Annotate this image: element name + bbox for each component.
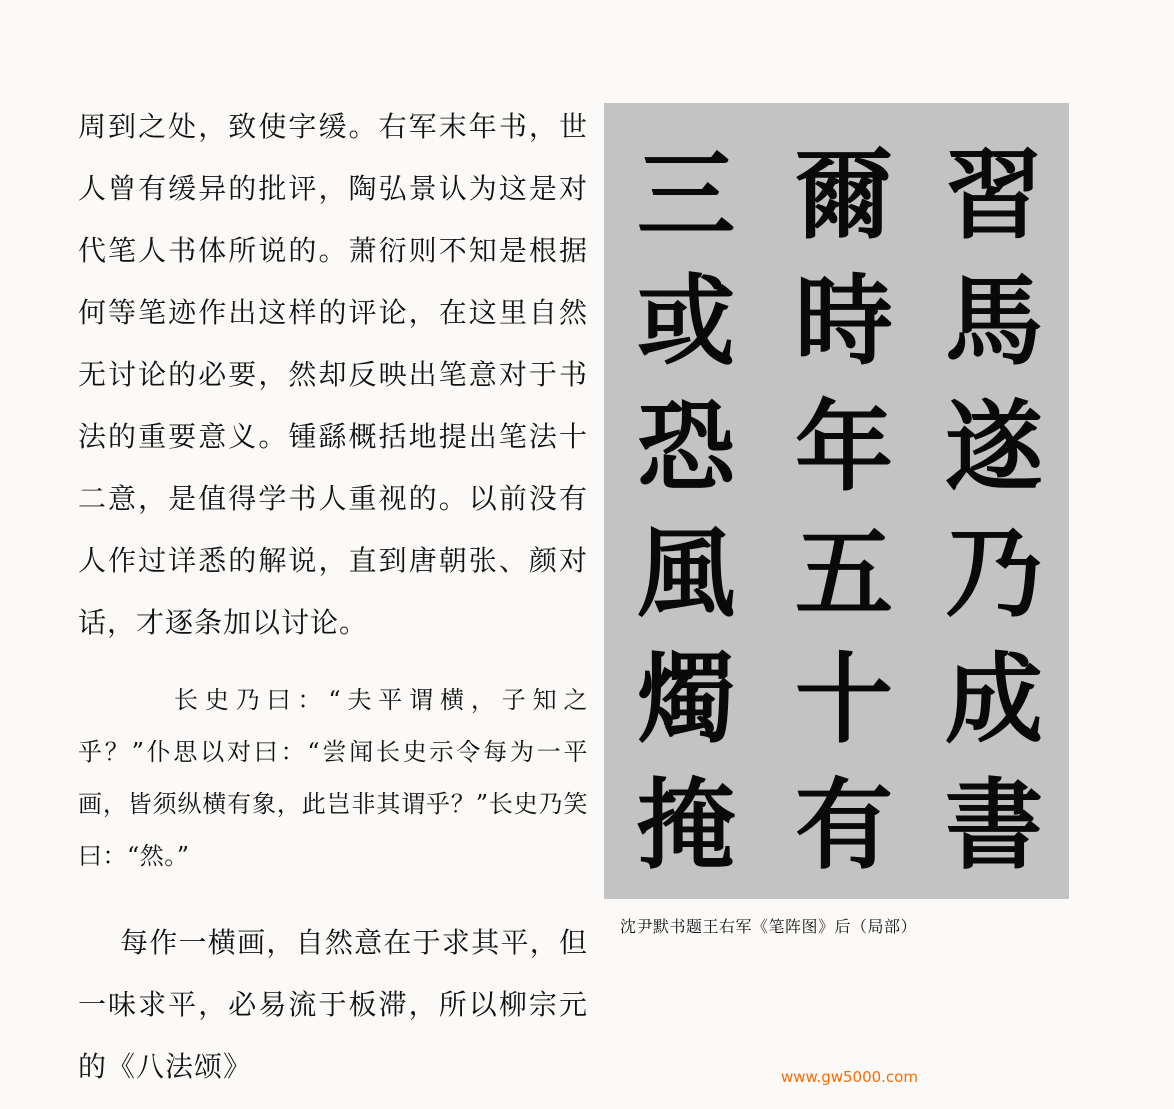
calligraphy-char: 馬 (944, 264, 1043, 379)
calligraphy-char: 五 (794, 516, 893, 631)
calligraphy-char: 或 (636, 264, 735, 379)
calligraphy-char: 乃 (944, 516, 1043, 631)
calligraphy-char: 成 (944, 642, 1043, 757)
calligraphy-char: 年 (794, 390, 893, 505)
calligraphy-char: 十 (794, 642, 893, 757)
plate-caption: 沈尹默书题王右军《笔阵图》后（局部） (620, 917, 918, 936)
calligraphy-char: 恐 (636, 390, 735, 505)
calligraphy-char: 遂 (944, 390, 1043, 505)
calligraphy-plate (604, 103, 1069, 899)
calligraphy-column-left (616, 133, 756, 889)
calligraphy-column-right (924, 133, 1064, 889)
body-text (78, 96, 588, 1098)
calligraphy-char: 掩 (636, 768, 735, 883)
body-paragraph-1: 周到之处，致使字缓。右军末年书，世人曾有缓异的批评，陶弘景认为这是对代笔人书体所说的。萧衍则不知是根据何等笔迹作出这样的评论，在这里自然无讨论的必要，然却反映出笔意对于书法的重要意义。锺繇概括地提出笔法十二意，是值得学书人重视的。以前没有人作过详悉的解说，直到唐朝张、颜对话，才逐条加以讨论。 (78, 110, 588, 639)
calligraphy-char: 三 (636, 138, 735, 253)
quote-paragraph: 长史乃曰：“夫平谓横，子知之乎？”仆思以对曰：“尝闻长史示令每为一平画，皆须纵横有象，此岂非其谓乎？”长史乃笑曰：“然。” (78, 686, 588, 870)
calligraphy-char: 習 (944, 138, 1043, 253)
calligraphy-char: 風 (636, 516, 735, 631)
calligraphy-column-middle (774, 133, 914, 889)
body-paragraph-2: 每作一横画，自然意在于求其平，但一味求平，必易流于板滞，所以柳宗元的《八法颂》 (78, 926, 588, 1083)
calligraphy-char: 爾 (794, 138, 893, 253)
calligraphy-char: 有 (794, 768, 893, 883)
calligraphy-char: 燭 (636, 642, 735, 757)
site-watermark: www.gw5000.com (781, 1068, 918, 1086)
calligraphy-char: 書 (944, 768, 1043, 883)
calligraphy-char: 時 (794, 264, 893, 379)
